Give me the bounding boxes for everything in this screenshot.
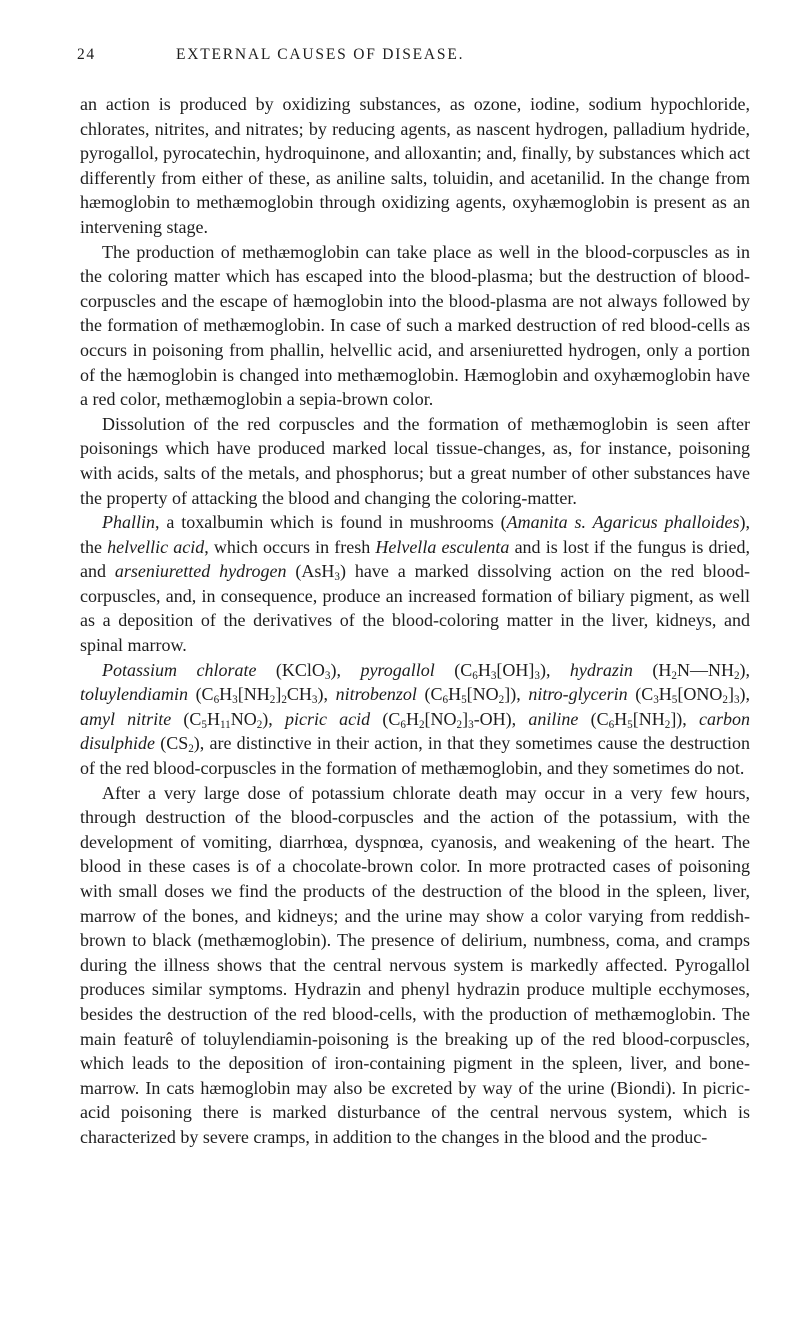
paragraph-6: After a very large dose of potassium chlorate death may occur in a very few hours, through destruction of the blood-corpuscles and the action of the potassium, with the development of vomiting, diarrhœa, dyspnœa, cyanosis, and weakening of the heart. The blood in these cases is of a chocolate-brown color. In more protracted cases of poisoning with small doses we find the products of the destruction of the blood in the spleen, liver, marrow of the bones, and kidneys; and the urine may show a color varying from reddish-brown to black (methæmoglobin). The presence of delirium, numbness, coma, and cramps during the illness shows that the central nervous system is markedly affected. Pyrogallol produces similar symptoms. Hydrazin and phenyl hydrazin produce multiple ecchymoses, besides the destruction of the red blood-cells, with the production of methæmoglobin. The main featurê of toluylendiamin-poisoning is the breaking up of the red blood-corpuscles, which leads to the deposition of iron-containing pigment in the spleen, liver, and bone-marrow. In cats hæmoglobin may also be excreted by way of the urine (Biondi). In picric-acid poisoning there is marked disturbance of the central nervous system, which is characterized by severe cramps, in addition to the changes in the blood and the produc- [80,782,750,1147]
term-amanita: Amanita s. Agaricus phalloides [506,512,740,533]
running-head: EXTERNAL CAUSES OF DISEASE. [176,46,465,63]
page-number: 24 [77,46,96,63]
paragraph-1: an action is produced by oxidizing substances, as ozone, iodine, sodium hypochloride, chlorates, nitrites, and nitrates; by reducing agents, as nascent hydrogen, palladium hydride, pyrogallol, pyrocatechin, hydroquinone, and alloxantin; and, finally, by substances which act differently from either of these, as aniline salts, toluidin, and acetanilid. In the change from hæmoglobin to methæmoglobin through oxidizing agents, oxyhæmoglobin is present as an intervening stage. [80,94,750,237]
page-header [77,46,750,68]
paragraph-2: The production of methæmoglobin can take place as well in the blood-corpuscles as in the coloring matter which has escaped into the blood-plasma; but the destruction of blood-corpuscles and the escape of hæmoglobin into the blood-plasma are not always followed by the formation of methæmoglobin. In case of such a marked destruction of red blood-cells as occurs in poisoning from phallin, helvellic acid, and arseniuretted hydrogen, only a portion of the hæmoglobin is changed into methæmoglobin. Hæmoglobin and oxyhæmoglobin have a red color, methæmoglobin a sepia-brown color. [80,241,750,410]
term-pyrogallol: pyrogallol [360,659,435,680]
body-text [80,92,750,1150]
paragraph-3: Dissolution of the red corpuscles and the formation of methæmoglobin is seen after poisonings which have produced marked local tissue-changes, as, for instance, poisoning with acids, salts of the metals, and phosphorus; but a great number of other substances have the property of attacking the blood and changing the coloring-matter. [80,413,750,508]
term-picric-acid: picric acid [285,708,371,729]
paragraph-4: Phallin, a toxalbumin which is found in mushrooms (Amanita s. Agaricus phalloides), the helvellic acid, which occurs in fresh Helvella esculenta and is lost if the fungus is dried, and arseniuretted hydrogen (AsH$_3$) have a marked dissolving action on the red blood-corpuscles, and, in consequence, produce an increased formation of biliary pigment, as well as a deposition of the derivatives of the blood-coloring matter in the liver, kidneys, and spinal marrow. [80,512,750,656]
term-hydrazin: hydrazin [569,659,633,680]
term-nitrobenzol: nitrobenzol [335,684,417,705]
term-helvella: Helvella esculenta [375,536,510,557]
term-arseniuretted-hydrogen: arseniuretted hydrogen [114,561,287,582]
book-page [77,46,751,1150]
term-toluylendiamin: toluylendiamin [80,684,188,705]
term-carbon-disulphide: carbon disulphide [80,708,750,754]
term-aniline: aniline [528,708,579,729]
term-helvellic-acid: helvellic acid [107,536,205,557]
paragraph-5: Potassium chlorate (KClO$_3$), pyrogallol $(C_6H_3[OH]_3)$, hydrazin $(H_2N—NH_2)$, toluylendiamin $(C_6H_3[NH_2]_2CH_3)$, nitrobenzol $(C_6H_5[NO_2])$, nitro-glycerin $(C_3H_5[ONO_2]_3)$, amyl nitrite $(C_5H_{11}NO_2)$, picric acid $(C_6H_2[NO_2]_3-OH)$, aniline $(C_6H_5[NH_2])$, carbon disulphide $(CS_2)$, are distinctive in their action, in that they sometimes cause the destruction of the red blood-corpuscles in the formation of methæmoglobin, and they sometimes do not. [80,659,751,779]
term-amyl-nitrite: amyl nitrite [80,708,172,729]
term-nitroglycerin: nitro-glycerin [528,684,628,705]
term-potassium-chlorate: Potassium chlorate [102,659,257,680]
term-phallin: Phallin [102,512,155,533]
